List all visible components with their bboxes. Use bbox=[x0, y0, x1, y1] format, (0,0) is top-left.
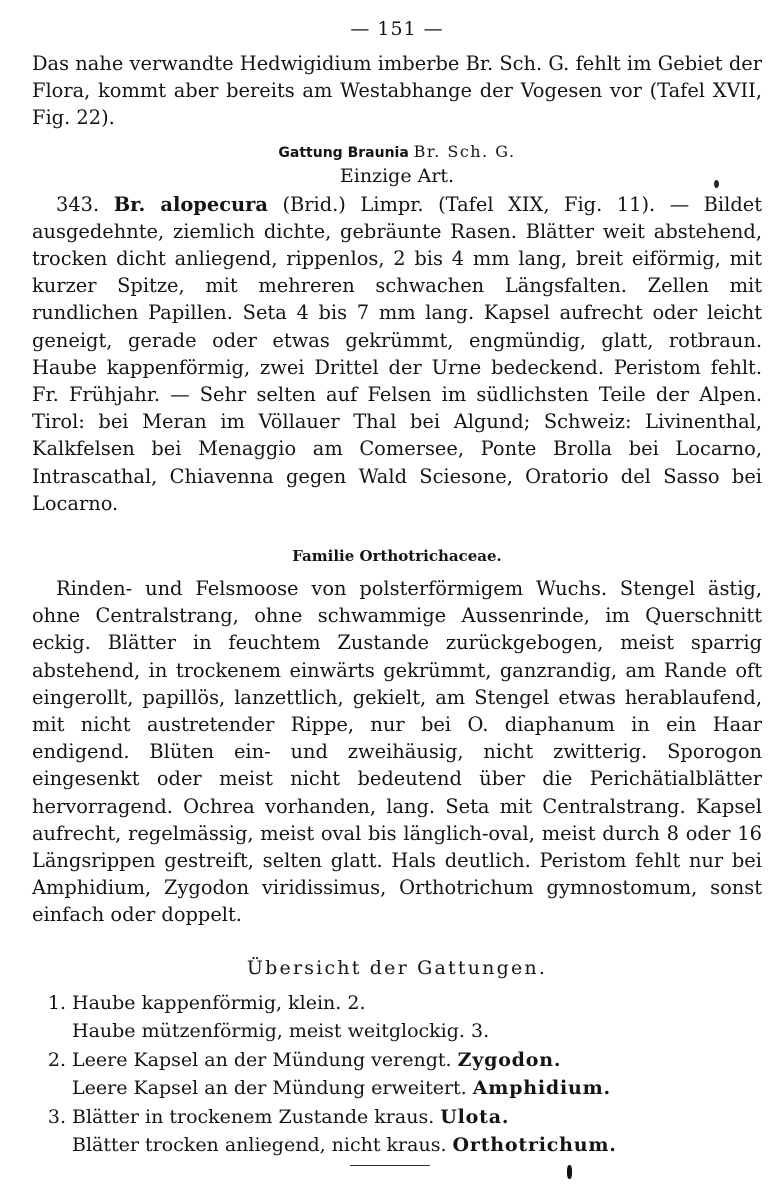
key-number bbox=[32, 1074, 72, 1103]
page-number: — 151 — bbox=[350, 18, 444, 40]
key-number bbox=[32, 1017, 72, 1046]
document-page bbox=[32, 18, 762, 1160]
key-number: 3. bbox=[47, 1105, 66, 1128]
ink-speck bbox=[714, 180, 719, 188]
key-description: Leere Kapsel an der Mündung verengt. bbox=[72, 1048, 452, 1071]
key-number: 2. bbox=[47, 1048, 66, 1071]
key-description: Haube kappenförmig, klein. bbox=[72, 991, 342, 1014]
genus-name: Gattung Braunia bbox=[278, 144, 409, 161]
key-row bbox=[32, 1046, 762, 1075]
key-text bbox=[72, 1131, 762, 1160]
key-row bbox=[32, 1131, 762, 1160]
key-text bbox=[72, 1017, 762, 1046]
species-name: Br. alopecura bbox=[113, 192, 268, 216]
key-number bbox=[32, 1131, 72, 1160]
key-result: Amphidium. bbox=[472, 1077, 611, 1100]
key-row bbox=[32, 1017, 762, 1046]
key-text bbox=[72, 1046, 762, 1075]
key-row bbox=[32, 1074, 762, 1103]
intro-paragraph: Das nahe verwandte Hedwigidium imberbe Br. Sch. G. fehlt im Gebiet der Flora, kommt aber bereits am Westabhange der Vogesen vor (Tafel XVII, Fig. 22). bbox=[32, 52, 762, 130]
species-paragraph bbox=[32, 191, 762, 517]
key-text bbox=[72, 989, 762, 1018]
key-row bbox=[32, 989, 762, 1018]
key-text bbox=[72, 1074, 762, 1103]
key-number: 1. bbox=[47, 991, 66, 1014]
species-description: (Brid.) Limpr. (Tafel XIX, Fig. 11). — Bildet ausgedehnte, ziemlich dichte, gebräunte Rasen. Blätter weit abstehend, trocken dicht anliegend, rippenlos, 2 bis 4 mm lang, breit eiförmig, mit kurzer Spitze, mit mehreren schwachen Längsfalten. Zellen mit rundlichen Papillen. Seta 4 bis 7 mm lang. Kapsel aufrecht oder leicht geneigt, gerade oder etwas gekrümmt, engmündig, glatt, rotbraun. Haube kappenförmig, zwei Drittel der Urne bedeckend. Peristom fehlt. Fr. Frühjahr. — Sehr selten auf Felsen im südlichsten Teile der Alpen. Tirol: bei Meran im Völlauer Thal bei Algund; Schweiz: Livinenthal, Kalkfelsen bei Menaggio am Comersee, Ponte Brolla bei Locarno, Intrascathal, Chiavenna gegen Wald Sciesone, Oratorio del Sasso bei Locarno. bbox=[32, 192, 763, 515]
genus-key bbox=[32, 989, 762, 1160]
key-description: Blätter in trockenem Zustande kraus. bbox=[72, 1105, 435, 1128]
key-result: Orthotrichum. bbox=[452, 1134, 617, 1157]
genus-heading bbox=[32, 142, 762, 161]
family-heading: Familie Orthotrichaceae. bbox=[292, 547, 502, 566]
footer-rule bbox=[350, 1165, 430, 1166]
key-description: Blätter trocken anliegend, nicht kraus. bbox=[72, 1134, 447, 1157]
key-result: Ulota. bbox=[440, 1105, 510, 1128]
key-description: Haube mützenförmig, meist weitglockig. bbox=[72, 1020, 465, 1043]
key-result: Zygodon. bbox=[457, 1048, 562, 1071]
key-text bbox=[72, 1103, 762, 1132]
species-number: 343. bbox=[56, 192, 100, 216]
key-result: 2. bbox=[347, 991, 366, 1014]
key-row bbox=[32, 1103, 762, 1132]
ink-speck bbox=[567, 1165, 572, 1179]
key-result: 3. bbox=[471, 1020, 490, 1043]
genus-author: Br. Sch. G. bbox=[413, 141, 516, 161]
only-species-label: Einzige Art. bbox=[339, 164, 455, 187]
family-paragraph: Rinden- und Felsmoose von polsterförmigem Wuchs. Stengel ästig, ohne Centralstrang, ohne schwammige Aussenrinde, im Querschnitt eckig. Blätter in feuchtem Zustande zurückgebogen, meist sparrig abstehend, in trockenem einwärts gekrümmt, ganzrandig, am Rande oft eingerollt, papillös, lanzettlich, gekielt, am Stengel etwas herablaufend, mit nicht austretender Rippe, nur bei O. diaphanum in ein Haar endigend. Blüten ein- und zweihäusig, nicht zwitterig. Sporogon eingesenkt oder meist nicht bedeutend über die Perichätialblätter hervorragend. Ochrea vorhanden, lang. Seta mit Centralstrang. Kapsel aufrecht, regelmässig, meist oval bis länglich-oval, meist durch 8 oder 16 Längsrippen gestreift, selten glatt. Hals deutlich. Peristom fehlt nur bei Amphidium, Zygodon viridissimus, Orthotrichum gymnostomum, sonst einfach oder doppelt. bbox=[32, 577, 762, 927]
key-description: Leere Kapsel an der Mündung erweitert. bbox=[72, 1077, 467, 1100]
overview-heading: Übersicht der Gattungen. bbox=[246, 956, 548, 979]
